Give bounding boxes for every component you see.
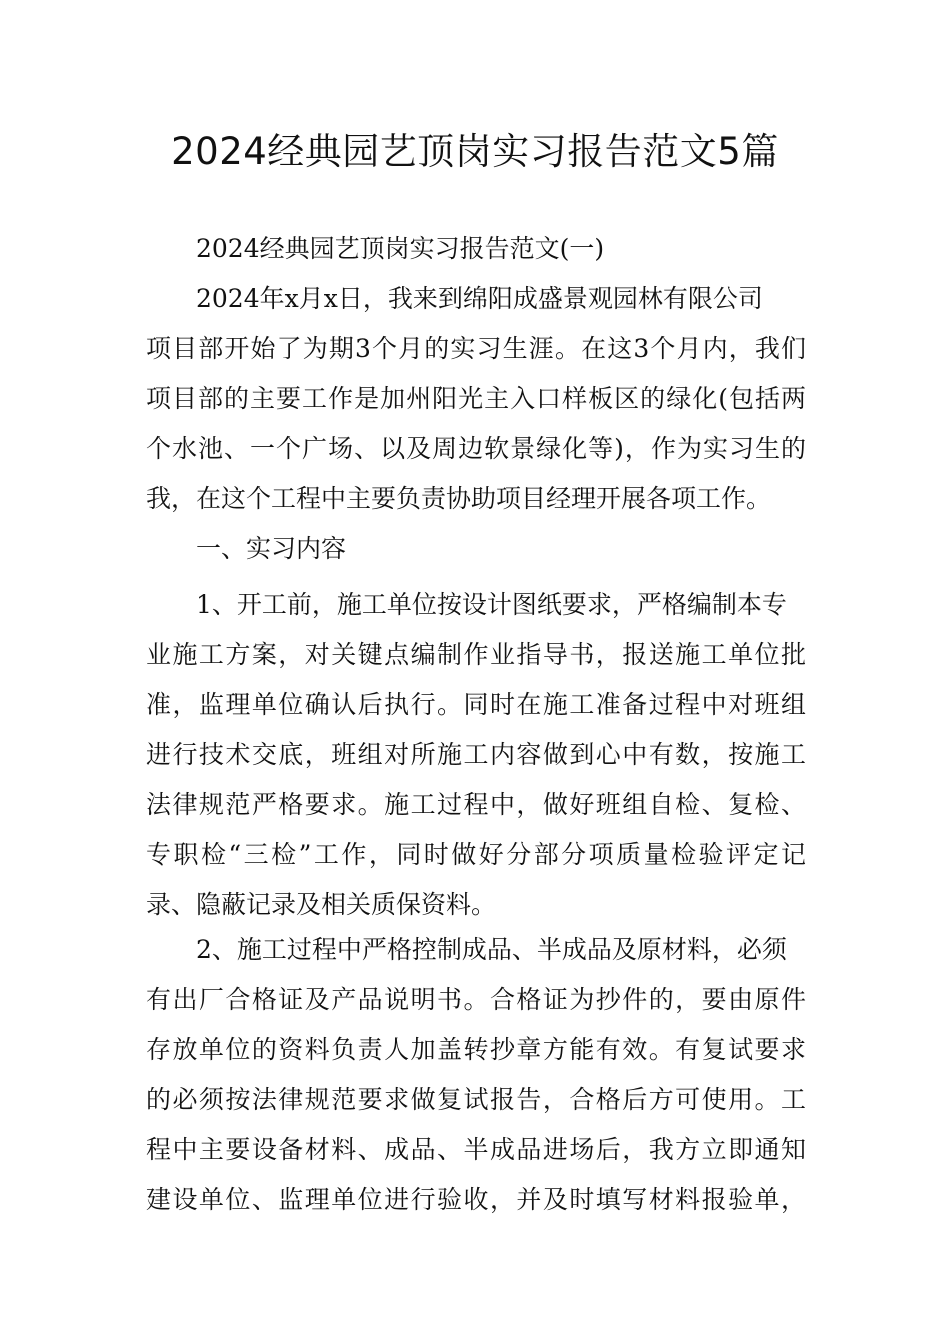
paragraph-line: 我，在这个工程中主要负责协助项目经理开展各项工作。: [146, 484, 772, 513]
paragraph-line: 项目部开始了为期3个月的实习生涯。在这3个月内，我们: [146, 334, 806, 363]
paragraph-line: 有出厂合格证及产品说明书。合格证为抄件的，要由原件: [146, 985, 806, 1014]
paragraph-line: 2024年x月x日，我来到绵阳成盛景观园林有限公司: [196, 284, 763, 313]
paragraph-line: 2、施工过程中严格控制成品、半成品及原材料，必须: [196, 935, 787, 964]
document-title: 2024经典园艺顶岗实习报告范文5篇: [171, 130, 779, 173]
section-heading: 一、实习内容: [196, 534, 347, 563]
paragraph-line: 项目部的主要工作是加州阳光主入口样板区的绿化(包括两: [146, 384, 806, 413]
paragraph-line: 程中主要设备材料、成品、半成品进场后，我方立即通知: [146, 1135, 806, 1164]
paragraph-line: 建设单位、监理单位进行验收，并及时填写材料报验单，: [146, 1185, 806, 1214]
paragraph-line: 进行技术交底，班组对所施工内容做到心中有数，按施工: [146, 740, 806, 769]
paragraph-line: 录、隐蔽记录及相关质保资料。: [146, 890, 497, 919]
paragraph-line: 存放单位的资料负责人加盖转抄章方能有效。有复试要求: [146, 1035, 806, 1064]
paragraph-line: 专职检“三检”工作，同时做好分部分项质量检验评定记: [146, 840, 806, 869]
paragraph-line: 的必须按法律规范要求做复试报告，合格后方可使用。工: [146, 1085, 806, 1114]
paragraph-line: 法律规范严格要求。施工过程中，做好班组自检、复检、: [146, 790, 806, 819]
paragraph-line: 准，监理单位确认后执行。同时在施工准备过程中对班组: [146, 690, 806, 719]
paragraph-line: 1、开工前，施工单位按设计图纸要求，严格编制本专: [196, 590, 787, 619]
paragraph-line: 业施工方案，对关键点编制作业指导书，报送施工单位批: [146, 640, 806, 669]
paragraph-line: 个水池、一个广场、以及周边软景绿化等)，作为实习生的: [146, 434, 806, 463]
section-heading: 2024经典园艺顶岗实习报告范文(一): [196, 234, 605, 263]
